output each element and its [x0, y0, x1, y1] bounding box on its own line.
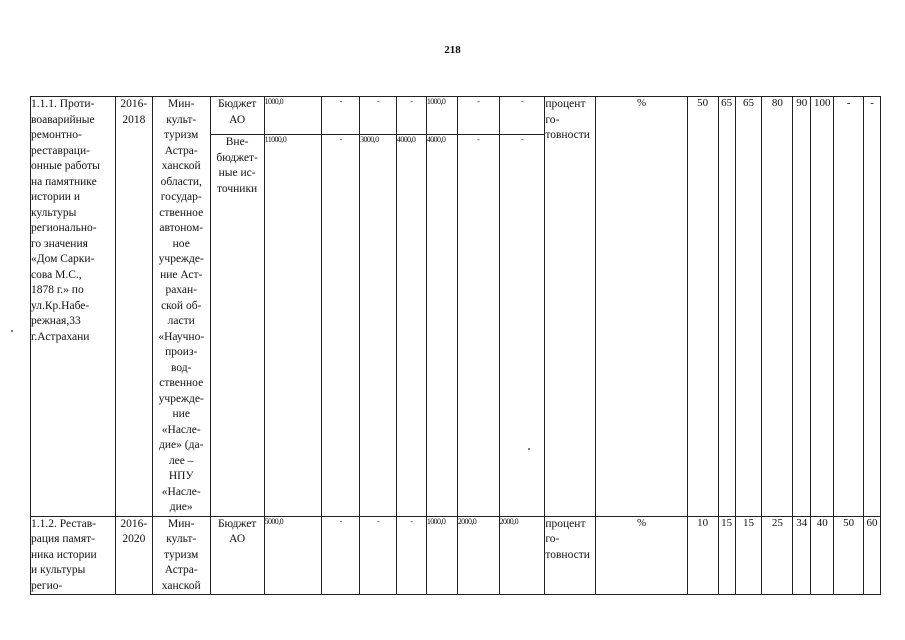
- period-cell: 2016- 2018: [115, 97, 152, 517]
- target-value-cell: -: [834, 97, 864, 517]
- target-value-cell: 10: [687, 516, 718, 595]
- amount-cell: 2000,0: [457, 516, 499, 595]
- amount-cell: 4000,0: [396, 135, 426, 516]
- indicator-cell: процент го- товности: [545, 516, 596, 595]
- target-value-cell: 60: [864, 516, 881, 595]
- amount-cell: 4000,0: [426, 135, 457, 516]
- target-value-cell: 65: [735, 97, 762, 517]
- target-value-cell: 15: [735, 516, 762, 595]
- executor-cell: Мин- культ- туризм Астра- ханской: [152, 516, 210, 595]
- amount-cell: -: [499, 135, 545, 516]
- target-value-cell: 34: [793, 516, 811, 595]
- amount-cell: 1000,0: [426, 516, 457, 595]
- target-value-cell: 50: [834, 516, 864, 595]
- amount-cell: -: [499, 97, 545, 135]
- funding-source-cell: Бюджет АО: [210, 516, 264, 595]
- target-value-cell: 80: [762, 97, 793, 517]
- target-value-cell: 90: [793, 97, 811, 517]
- scan-speck: [528, 448, 530, 450]
- program-table: [30, 96, 905, 595]
- period-cell: 2016- 2020: [115, 516, 152, 595]
- measure-name-cell: 1.1.2. Рестав- рация памят- ника истории и культуры регио-: [31, 516, 116, 595]
- amount-total-cell: 1000,0: [264, 97, 322, 135]
- scan-speck: [11, 330, 13, 332]
- amount-cell: 1000,0: [426, 97, 457, 135]
- amount-cell: 3000,0: [360, 135, 397, 516]
- amount-total-cell: 5000,0: [264, 516, 322, 595]
- indicator-cell: процент го- товности: [545, 97, 596, 517]
- amount-cell: 2000,0: [499, 516, 545, 595]
- amount-cell: -: [360, 516, 397, 595]
- amount-cell: -: [360, 97, 397, 135]
- amount-cell: -: [322, 97, 360, 135]
- target-value-cell: 15: [718, 516, 735, 595]
- target-value-cell: 40: [811, 516, 834, 595]
- amount-cell: -: [457, 135, 499, 516]
- target-value-cell: 100: [811, 97, 834, 517]
- unit-cell: %: [596, 516, 687, 595]
- executor-cell: Мин- культ- туризм Астра- ханской области, государ- ственное автоном- ное учрежде- ние Аст- рахан- ской об- ласти «Научно- произ- вод- ственное учрежде- ние «Насле- дие» (да- лее – НПУ «Насле- дие»: [152, 97, 210, 517]
- table-row: [31, 97, 905, 135]
- measure-name-cell: 1.1.1. Проти- воаварийные ремонтно- реставраци- онные работы на памятнике истории и культуры регионально- го значения «Дом Сарки- сова М.С., 1878 г.» по ул.Кр.Набе- режная,33 г.Астрахани: [31, 97, 116, 517]
- amount-cell: -: [322, 516, 360, 595]
- amount-cell: -: [396, 97, 426, 135]
- table-row: [31, 516, 905, 595]
- amount-total-cell: 11000,0: [264, 135, 322, 516]
- amount-cell: -: [322, 135, 360, 516]
- target-value-cell: 25: [762, 516, 793, 595]
- unit-cell: %: [596, 97, 687, 517]
- funding-source-cell: Вне- бюджет- ные ис- точники: [210, 135, 264, 516]
- amount-cell: -: [457, 97, 499, 135]
- target-value-cell: 50: [687, 97, 718, 517]
- page-number: 218: [444, 44, 461, 56]
- funding-source-cell: Бюджет АО: [210, 97, 264, 135]
- target-value-cell: 65: [718, 97, 735, 517]
- amount-cell: -: [396, 516, 426, 595]
- target-value-cell: -: [864, 97, 881, 517]
